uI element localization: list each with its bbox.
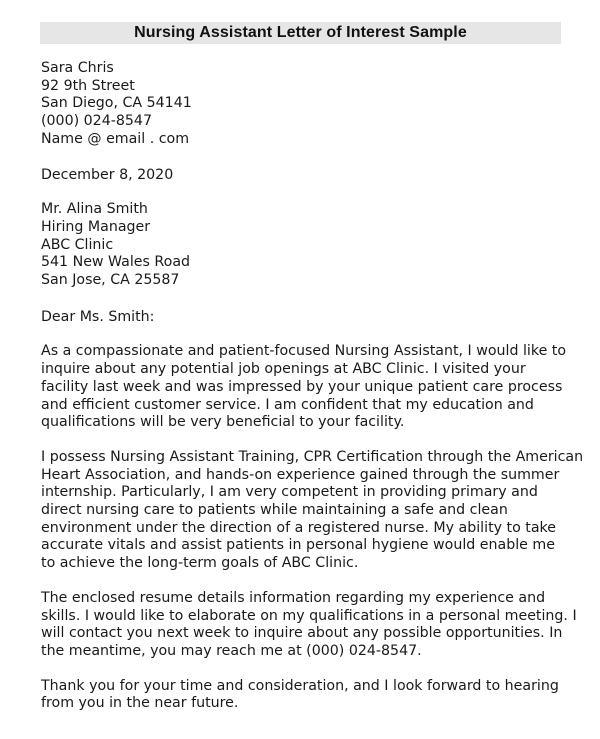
paragraph-line: to achieve the long-term goals of ABC Clinic. [41, 555, 359, 572]
paragraph-line: I possess Nursing Assistant Training, CPR Certification through the American [41, 448, 584, 465]
salutation: Dear Ms. Smith: [41, 308, 155, 325]
paragraph-line: direct nursing care to patients while maintaining a safe and clean [41, 502, 508, 519]
paragraph-1 [41, 343, 566, 432]
letter-date: December 8, 2020 [41, 166, 174, 183]
salutation-block [41, 309, 566, 327]
sender-phone: (000) 024-8547 [41, 113, 152, 130]
recipient-company: ABC Clinic [41, 236, 114, 253]
paragraph-line: environment under the direction of a registered nurse. My ability to take [41, 519, 556, 536]
paragraph-line: Thank you for your time and consideration, and I look forward to hearing [41, 677, 559, 694]
paragraph-line: accurate vitals and assist patients in personal hygiene would enable me [41, 537, 555, 554]
paragraph-line: inquire about any potential job openings at ABC Clinic. I visited your [41, 361, 526, 378]
recipient-street: 541 New Wales Road [41, 254, 191, 271]
paragraph-line: from you in the near future. [41, 695, 239, 712]
paragraph-line: internship. Particularly, I am very competent in providing primary and [41, 484, 538, 501]
sender-address [41, 60, 566, 149]
paragraph-line: Heart Association, and hands-on experience gained through the summer [41, 466, 560, 483]
paragraph-line: qualifications will be very beneficial to your facility. [41, 414, 405, 431]
paragraph-4 [41, 678, 566, 713]
paragraph-line: the meantime, you may reach me at (000) 024-8547. [41, 642, 422, 659]
page-title: Nursing Assistant Letter of Interest Sample [134, 24, 467, 41]
letter-date-block [41, 167, 566, 185]
recipient-name: Mr. Alina Smith [41, 201, 148, 218]
sender-name: Sara Chris [41, 60, 114, 76]
sender-email: Name @ email . com [41, 130, 190, 147]
paragraph-line: skills. I would like to elaborate on my qualifications in a personal meeting. I [41, 607, 577, 624]
sender-city: San Diego, CA 54141 [41, 95, 192, 112]
letter-body [41, 60, 584, 713]
paragraph-line: As a compassionate and patient-focused Nursing Assistant, I would like to [41, 343, 567, 360]
paragraph-2 [41, 448, 584, 573]
paragraph-line: facility last week and was impressed by your unique patient care process [41, 378, 563, 395]
recipient-city: San Jose, CA 25587 [41, 272, 180, 289]
paragraph-line: and efficient customer service. I am confident that my education and [41, 396, 534, 413]
paragraph-line: The enclosed resume details information regarding my experience and [41, 589, 546, 606]
sender-street: 92 9th Street [41, 77, 135, 94]
paragraph-3 [41, 589, 577, 661]
title-banner [40, 22, 561, 44]
paragraph-line: will contact you next week to inquire about any possible opportunities. In [41, 625, 563, 642]
recipient-title: Hiring Manager [41, 218, 151, 235]
recipient-address [41, 201, 566, 290]
